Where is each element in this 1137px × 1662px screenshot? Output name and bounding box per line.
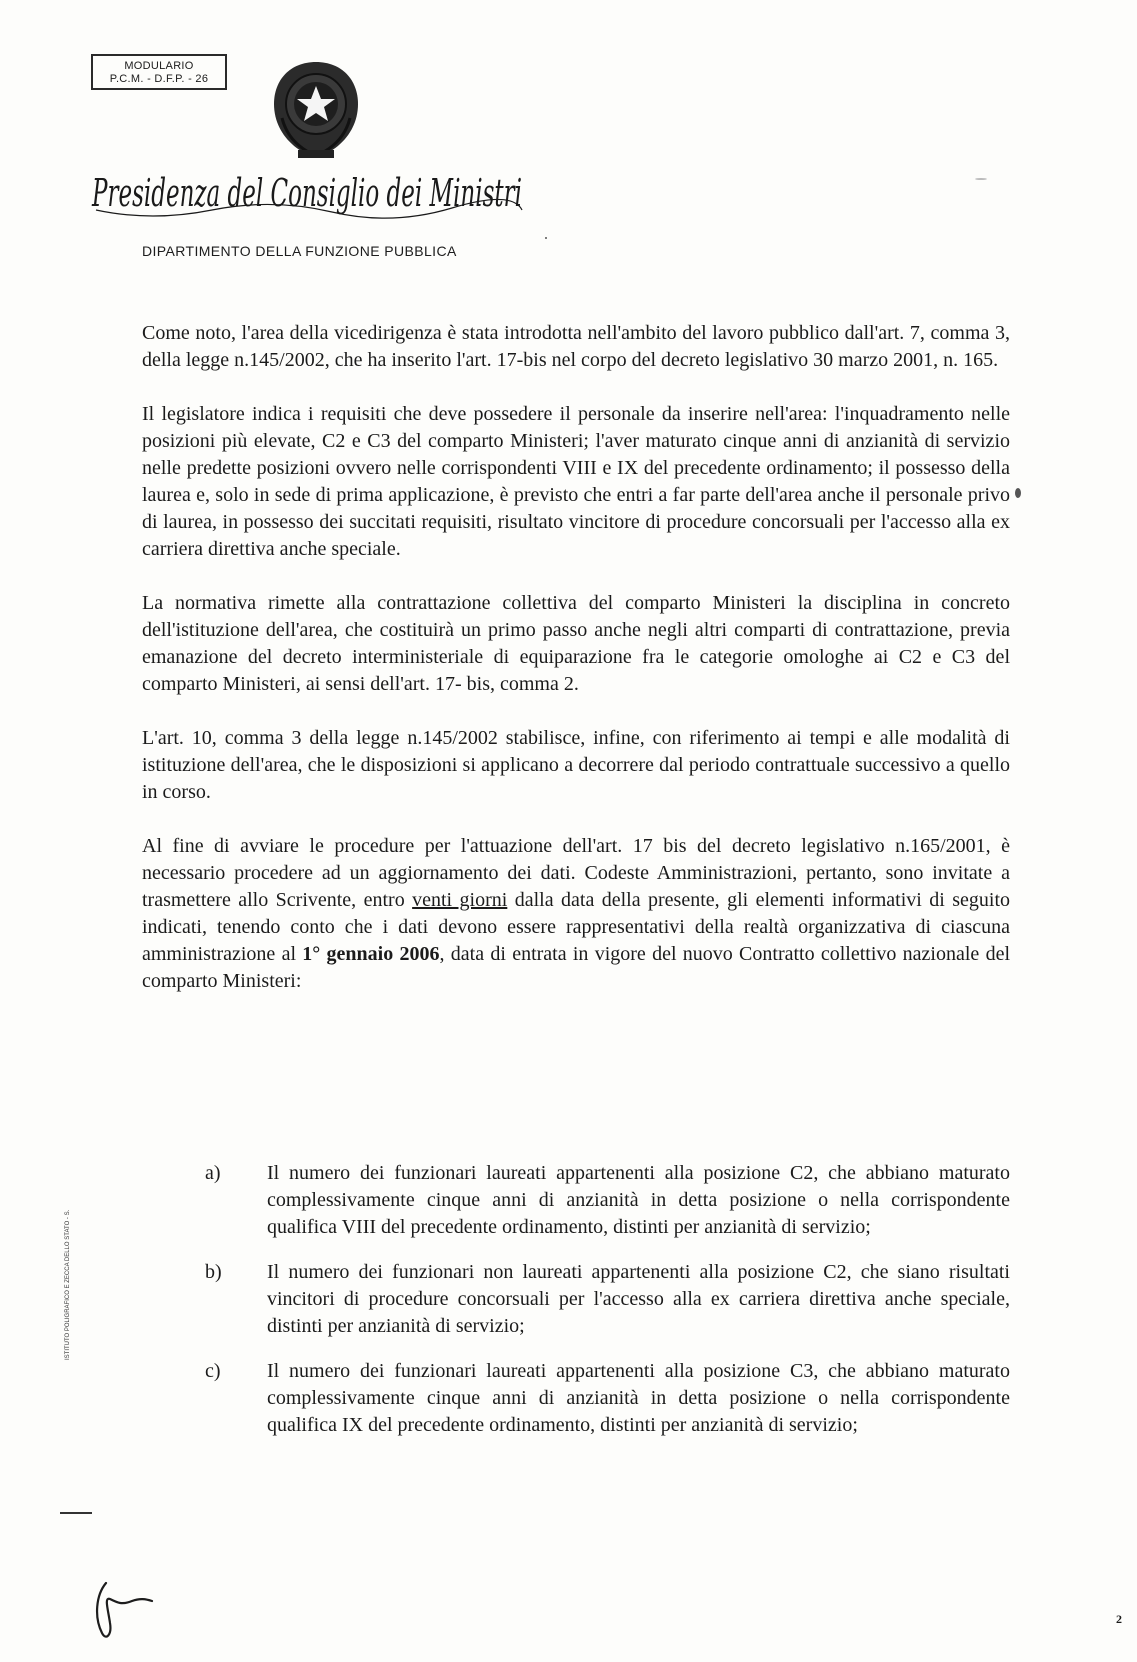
letter-body bbox=[142, 320, 1010, 1022]
stamp-line-1: MODULARIO bbox=[124, 60, 194, 72]
list-item-text: Il numero dei funzionari non laureati appartenenti alla posizione C2, che siano risultati vincitori di procedure concorsuali per l'accesso alla ex carriera direttiva anche speciale, distinti per anzianità di servizio; bbox=[267, 1261, 1010, 1337]
institution-script-heading bbox=[92, 160, 532, 228]
printer-imprint bbox=[55, 1130, 69, 1360]
scan-speck bbox=[975, 178, 987, 180]
scan-speck bbox=[1015, 488, 1021, 498]
margin-mark bbox=[60, 1512, 92, 1514]
paragraph-3: La normativa rimette alla contrattazione collettiva del comparto Ministeri la disciplina in concreto dell'istituzione dell'area, che costituirà un primo passo anche negli altri comparti di contrattazione, previa emanazione del decreto interministeriale di equiparazione fra le categorie omologhe ai C2 e C3 del comparto Ministeri, ai sensi dell'art. 17- bis, comma 2. bbox=[142, 592, 1010, 695]
paragraph-2: Il legislatore indica i requisiti che deve possedere il personale da inserire nell'area: l'inquadramento nelle posizioni più elevate, C2 e C3 del comparto Ministeri; l'aver maturato cinque anni di anzianità di servizio nelle predette posizioni ovvero nelle corrispondenti VIII e IX del precedente ordinamento; il possesso della laurea e, solo in sede di prima applicazione, è previsto che entri a far parte dell'area anche il personale privo di laurea, in possesso dei succitati requisiti, risultato vincitore di procedure concorsuali per l'accesso alla ex carriera direttiva anche speciale. bbox=[142, 403, 1010, 560]
paragraph-5-part-1: Al fine di avviare le procedure per l'attuazione dell'art. 17 bis del decreto legislativo n.165/2001, è necessario procedere ad un aggiornamento dei dati. Codeste Amministrazioni, pertanto, sono invitate a trasmettere allo Scrivente, entro bbox=[142, 835, 1010, 911]
list-item-marker: b) bbox=[205, 1261, 222, 1283]
list-item bbox=[205, 1259, 1010, 1340]
requested-data-list bbox=[205, 1160, 1010, 1457]
paragraph-5-part-2: dalla data della presente, gli elementi informativi di seguito indicati, tenendo conto che i dati devono essere rappresentativi della realtà organizzativa di ciascuna amministrazione al bbox=[142, 889, 1011, 965]
list-item bbox=[205, 1358, 1010, 1439]
list-item-text: Il numero dei funzionari laureati appartenenti alla posizione C3, che abbiano maturato complessivamente cinque anni di anzianità in detta posizione o nella corrispondente qualifica IX del precedente ordinamento, distinti per anzianità di servizio; bbox=[267, 1360, 1010, 1436]
page-number: 2 bbox=[1116, 1612, 1122, 1626]
list-item-text: Il numero dei funzionari laureati appartenenti alla posizione C2, che abbiano maturato complessivamente cinque anni di anzianità in detta posizione o nella corrispondente qualifica VIII del precedente ordinamento, distinti per anzianità di servizio; bbox=[267, 1162, 1010, 1238]
italian-republic-emblem-icon bbox=[268, 58, 364, 166]
reference-date: 1° gennaio 2006 bbox=[302, 943, 440, 965]
modulario-stamp bbox=[91, 54, 227, 90]
department-name: DIPARTIMENTO DELLA FUNZIONE PUBBLICA bbox=[142, 243, 457, 259]
stamp-line-2: P.C.M. - D.F.P. - 26 bbox=[109, 73, 209, 85]
printer-imprint-text: ISTITUTO POLIGRAFICO E ZECCA DELLO STATO - S. bbox=[65, 1209, 71, 1360]
paragraph-4: L'art. 10, comma 3 della legge n.145/2002 stabilisce, infine, con riferimento ai tempi e alle modalità di istituzione dell'area, che le disposizioni si applicano a decorrere dal periodo contrattuale successivo a quello in corso. bbox=[142, 727, 1010, 803]
list-item-marker: a) bbox=[205, 1162, 221, 1184]
scan-speck bbox=[545, 237, 547, 239]
paragraph-1: Come noto, l'area della vicedirigenza è stata introdotta nell'ambito del lavoro pubblico dall'art. 7, comma 3, della legge n.145/2002, che ha inserito l'art. 17-bis nel corpo del decreto legislativo 30 marzo 2001, n. 165. bbox=[142, 322, 1010, 371]
list-item bbox=[205, 1160, 1010, 1241]
institution-name: Presidenza del Consiglio dei Ministri bbox=[91, 171, 522, 215]
deadline-underlined: venti giorni bbox=[412, 889, 508, 911]
handwritten-initial-icon bbox=[88, 1575, 158, 1645]
paragraph-5-part-3: , data di entrata in vigore del nuovo Contratto collettivo nazionale del comparto Ministeri: bbox=[142, 943, 1011, 992]
paragraph-5 bbox=[142, 833, 1010, 995]
list-item-marker: c) bbox=[205, 1360, 221, 1382]
